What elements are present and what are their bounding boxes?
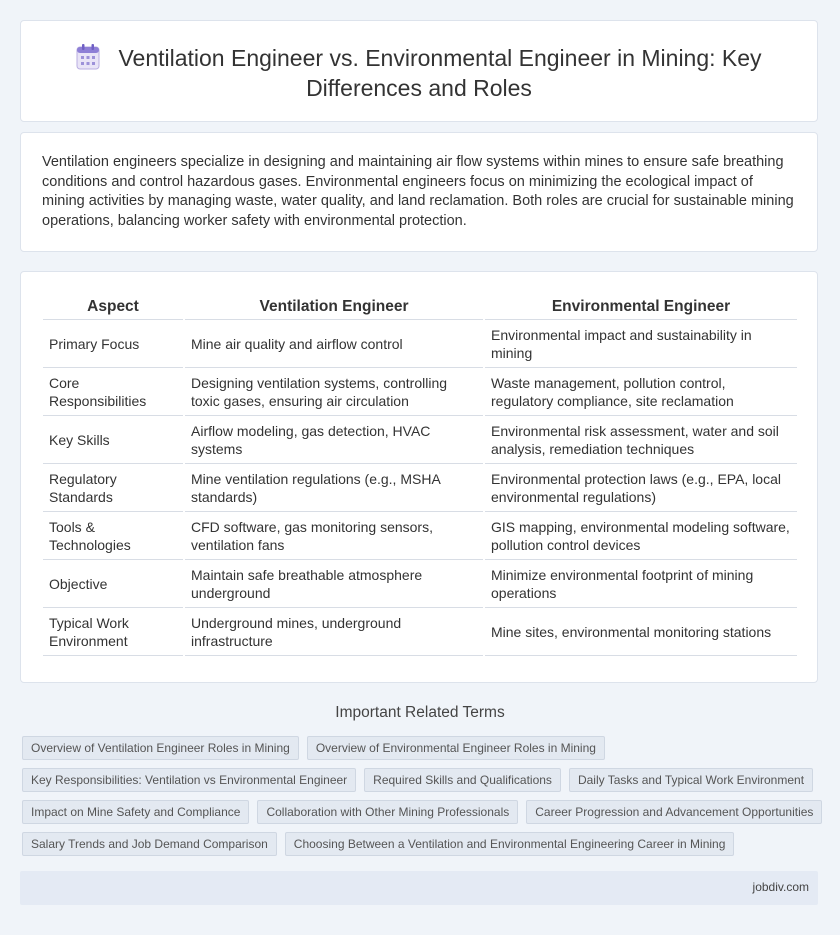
header-ventilation: Ventilation Engineer (185, 295, 483, 320)
cell-aspect: Regulatory Standards (43, 464, 183, 512)
comparison-card (20, 271, 818, 683)
related-terms-list (22, 736, 822, 864)
cell-aspect: Key Skills (43, 416, 183, 464)
related-term-link[interactable]: Daily Tasks and Typical Work Environment (569, 768, 813, 792)
cell-ventilation: Underground mines, underground infrastructure (185, 608, 483, 656)
cell-ventilation: Maintain safe breathable atmosphere underground (185, 560, 483, 608)
cell-aspect: Objective (43, 560, 183, 608)
related-term-link[interactable]: Impact on Mine Safety and Compliance (22, 800, 249, 824)
cell-ventilation: Mine ventilation regulations (e.g., MSHA standards) (185, 464, 483, 512)
related-term-link[interactable]: Overview of Ventilation Engineer Roles in Mining (22, 736, 299, 760)
cell-ventilation: CFD software, gas monitoring sensors, ventilation fans (185, 512, 483, 560)
header-aspect: Aspect (43, 295, 183, 320)
related-term-link[interactable]: Salary Trends and Job Demand Comparison (22, 832, 277, 856)
header-environmental: Environmental Engineer (485, 295, 797, 320)
cell-environmental: Minimize environmental footprint of mining operations (485, 560, 797, 608)
cell-ventilation: Mine air quality and airflow control (185, 320, 483, 368)
related-terms-title: Important Related Terms (335, 704, 505, 721)
cell-ventilation: Airflow modeling, gas detection, HVAC systems (185, 416, 483, 464)
related-term-link[interactable]: Key Responsibilities: Ventilation vs Environmental Engineer (22, 768, 356, 792)
related-term-link[interactable]: Collaboration with Other Mining Professionals (257, 800, 518, 824)
page-title: Ventilation Engineer vs. Environmental Engineer in Mining: Key Differences and Roles (118, 45, 762, 101)
cell-aspect: Tools & Technologies (43, 512, 183, 560)
footer-site-link[interactable]: jobdiv.com (752, 880, 809, 894)
cell-aspect: Core Responsibilities (43, 368, 183, 416)
tag-row (22, 832, 822, 856)
table-header-row (43, 295, 797, 320)
table-row (43, 320, 797, 368)
cell-environmental: Waste management, pollution control, regulatory compliance, site reclamation (485, 368, 797, 416)
table-row (43, 560, 797, 608)
comparison-table (41, 295, 799, 656)
related-term-link[interactable]: Career Progression and Advancement Opportunities (526, 800, 822, 824)
tag-row (22, 800, 822, 824)
table-row (43, 608, 797, 656)
calendar-icon (76, 44, 100, 70)
intro-paragraph: Ventilation engineers specialize in designing and maintaining air flow systems within mines to ensure safe breathing conditions and control hazardous gases. Environmental engineers focus on minimizing the ecological impact of mining activities by managing waste, water quality, and land reclamation. Both roles are crucial for sustainable mining operations, balancing worker safety with environmental protection. (42, 154, 794, 229)
tag-row (22, 736, 822, 760)
table-row (43, 464, 797, 512)
related-term-link[interactable]: Overview of Environmental Engineer Roles in Mining (307, 736, 605, 760)
related-term-link[interactable]: Required Skills and Qualifications (364, 768, 561, 792)
title-card (20, 20, 818, 122)
cell-aspect: Primary Focus (43, 320, 183, 368)
cell-environmental: GIS mapping, environmental modeling software, pollution control devices (485, 512, 797, 560)
cell-environmental: Environmental risk assessment, water and soil analysis, remediation techniques (485, 416, 797, 464)
footer (20, 871, 818, 905)
table-row (43, 416, 797, 464)
page-title-wrap (61, 43, 777, 103)
intro-card (20, 132, 818, 252)
cell-environmental: Environmental impact and sustainability in mining (485, 320, 797, 368)
table-row (43, 368, 797, 416)
cell-environmental: Mine sites, environmental monitoring stations (485, 608, 797, 656)
cell-ventilation: Designing ventilation systems, controlling toxic gases, ensuring air circulation (185, 368, 483, 416)
cell-environmental: Environmental protection laws (e.g., EPA, local environmental regulations) (485, 464, 797, 512)
table-row (43, 512, 797, 560)
related-term-link[interactable]: Choosing Between a Ventilation and Environmental Engineering Career in Mining (285, 832, 735, 856)
cell-aspect: Typical Work Environment (43, 608, 183, 656)
tag-row (22, 768, 822, 792)
